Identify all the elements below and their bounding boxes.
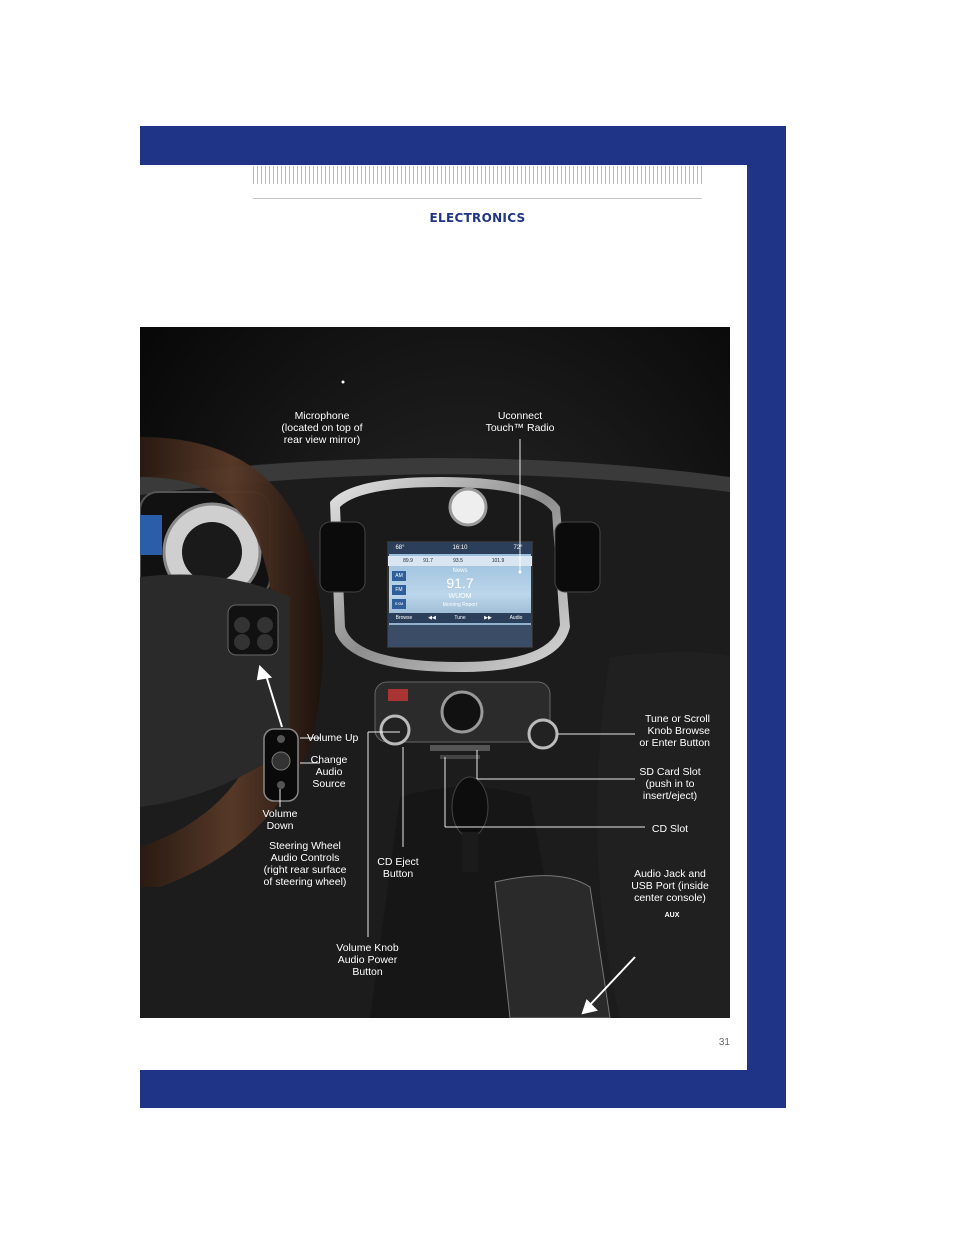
label-sd-card-slot: SD Card Slot (push in to insert/eject) [639,766,701,802]
dashboard-photo [140,327,730,1018]
screen-softkey-browse[interactable]: Browse [395,615,413,621]
label-microphone: Microphone (located on top of rear view mirror) [281,410,363,446]
top-blue-band [140,126,786,165]
label-volume-down: Volume Down [262,808,298,832]
screen-temp-left: 68° [395,545,405,551]
section-title: ELECTRONICS [429,211,526,225]
screen-preset-4[interactable]: 101.9 [491,558,505,564]
screen-softkey-seek-back[interactable]: ◀◀ [428,615,436,621]
screen-softkey-seek-forward[interactable]: ▶▶ [484,615,492,621]
aux-port-label: AUX [664,912,680,919]
screen-clock: 16:10 [452,545,468,551]
label-cd-eject-button: CD Eject Button [377,856,419,880]
screen-temp-right: 72° [513,545,523,551]
label-audio-jack-usb: Audio Jack and USB Port (inside center console) [631,868,709,904]
screen-preset-3[interactable]: 93.5 [453,558,463,564]
right-blue-band [747,126,786,1108]
label-uconnect-radio: Uconnect Touch™ Radio [485,410,555,434]
screen-program: Morning Report [442,602,478,608]
header-tick-strip [253,166,703,184]
screen-band-fm[interactable]: FM [395,587,403,593]
screen-band-sxm[interactable]: SXM [394,601,404,606]
header-rule [253,198,702,199]
label-cd-slot: CD Slot [651,823,689,835]
bottom-blue-band [140,1070,786,1108]
label-volume-knob: Volume Knob Audio Power Button [336,942,399,978]
label-volume-up: Volume Up [307,732,359,744]
screen-preset-1[interactable]: 89.9 [403,558,413,564]
label-steering-audio-controls: Steering Wheel Audio Controls (right rear surface of steering wheel) [263,840,347,888]
dashboard-illustration [140,327,730,1018]
screen-station-name: WUOM [448,593,472,600]
label-tune-knob: Tune or Scroll Knob Browse or Enter Button [639,713,710,749]
screen-softkey-audio[interactable]: Audio [509,615,523,621]
page-number: 31 [718,1037,730,1048]
screen-preset-2[interactable]: 91.7 [423,558,433,564]
screen-station-label: News [452,568,468,574]
screen-band-am[interactable]: AM [395,573,403,579]
screen-softkey-tune[interactable]: Tune [454,615,466,621]
screen-frequency: 91.7 [446,575,474,591]
label-change-audio-source: Change Audio Source [310,754,348,790]
